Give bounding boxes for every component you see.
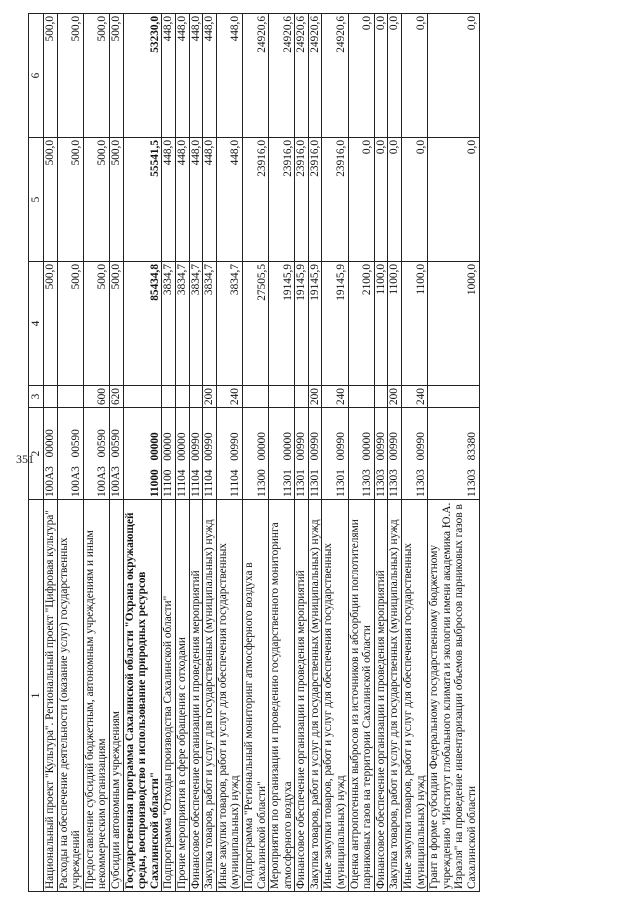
row-name: Закупка товаров, работ и услуг для государственных (муниципальных) нужд bbox=[203, 500, 217, 892]
row-value-col4: 19145,9 bbox=[269, 262, 295, 386]
row-name: Предоставление субсидий бюджетным, автономным учреждениям и иным некоммерческим организациям bbox=[83, 500, 109, 892]
table-row bbox=[428, 14, 479, 892]
table-row bbox=[216, 14, 242, 892]
row-code: 11301 00000 bbox=[269, 408, 295, 500]
table-row bbox=[175, 14, 189, 892]
row-code: 11104 00990 bbox=[189, 408, 203, 500]
row-value-col5: 500,0 bbox=[83, 138, 109, 262]
table-row bbox=[269, 14, 295, 892]
row-code: 11301 00990 bbox=[295, 408, 309, 500]
row-name: Государственная программа Сахалинской области "Охрана окружающей среды, воспроизводство и использование природных ресурсов Сахалинской области" bbox=[123, 500, 162, 892]
table-row bbox=[242, 14, 268, 892]
row-value-col4: 1100,0 bbox=[402, 262, 428, 386]
row-name: Оценка антропогенных выбросов из источников и абсорбции поглотителями парниковых газов на территории Сахалинской области bbox=[348, 500, 374, 892]
row-value-col4: 85434,8 bbox=[123, 262, 162, 386]
row-value-col6: 0,0 bbox=[428, 14, 479, 138]
row-value-col5: 23916,0 bbox=[242, 138, 268, 262]
table-row bbox=[109, 14, 123, 892]
row-value-col6: 448,0 bbox=[175, 14, 189, 138]
table-body bbox=[44, 14, 480, 892]
row-name: Финансовое обеспечение организации и проведения мероприятий bbox=[295, 500, 309, 892]
row-expense-type: 600 bbox=[83, 386, 109, 408]
row-code: 11104 00000 bbox=[175, 408, 189, 500]
row-code: 11104 00990 bbox=[203, 408, 217, 500]
row-value-col6: 500,0 bbox=[109, 14, 123, 138]
row-expense-type bbox=[123, 386, 162, 408]
row-value-col5: 0,0 bbox=[348, 138, 374, 262]
row-code: 11303 00990 bbox=[374, 408, 388, 500]
row-expense-type: 620 bbox=[109, 386, 123, 408]
row-value-col4: 1000,0 bbox=[428, 262, 479, 386]
budget-table bbox=[28, 13, 480, 892]
row-expense-type bbox=[175, 386, 189, 408]
header-row bbox=[29, 14, 44, 892]
row-value-col5: 23916,0 bbox=[308, 138, 322, 262]
table-row bbox=[348, 14, 374, 892]
row-value-col6: 500,0 bbox=[44, 14, 58, 138]
row-name: Закупка товаров, работ и услуг для государственных (муниципальных) нужд bbox=[388, 500, 402, 892]
row-value-col4: 500,0 bbox=[57, 262, 83, 386]
row-value-col6: 24920,6 bbox=[242, 14, 268, 138]
header-col-3: 3 bbox=[29, 386, 44, 408]
row-expense-type bbox=[348, 386, 374, 408]
header-col-6: 6 bbox=[29, 14, 44, 138]
row-expense-type bbox=[44, 386, 58, 408]
row-code: 11303 00000 bbox=[348, 408, 374, 500]
header-col-1: 1 bbox=[29, 500, 44, 892]
row-name: Закупка товаров, работ и услуг для государственных (муниципальных) нужд bbox=[308, 500, 322, 892]
row-value-col5: 0,0 bbox=[428, 138, 479, 262]
row-value-col4: 3834,7 bbox=[203, 262, 217, 386]
row-value-col6: 448,0 bbox=[216, 14, 242, 138]
row-value-col4: 3834,7 bbox=[162, 262, 176, 386]
row-value-col5: 23916,0 bbox=[269, 138, 295, 262]
row-code: 100А3 00590 bbox=[83, 408, 109, 500]
row-name: Иные закупки товаров, работ и услуг для обеспечения государственных (муниципальных) нужд bbox=[322, 500, 348, 892]
header-col-4: 4 bbox=[29, 262, 44, 386]
row-name: Иные закупки товаров, работ и услуг для обеспечения государственных (муниципальных) нужд bbox=[402, 500, 428, 892]
row-value-col4: 3834,7 bbox=[216, 262, 242, 386]
table-row bbox=[189, 14, 203, 892]
row-value-col4: 500,0 bbox=[83, 262, 109, 386]
row-code: 100А3 00000 bbox=[44, 408, 58, 500]
row-value-col6: 500,0 bbox=[83, 14, 109, 138]
table-row bbox=[44, 14, 58, 892]
table-row bbox=[162, 14, 176, 892]
row-value-col5: 500,0 bbox=[57, 138, 83, 262]
table-row bbox=[402, 14, 428, 892]
row-value-col6: 448,0 bbox=[189, 14, 203, 138]
row-value-col4: 1100,0 bbox=[388, 262, 402, 386]
table-row bbox=[123, 14, 162, 892]
row-expense-type: 240 bbox=[402, 386, 428, 408]
row-code: 11301 00990 bbox=[308, 408, 322, 500]
row-value-col5: 55541,5 bbox=[123, 138, 162, 262]
row-value-col4: 2100,0 bbox=[348, 262, 374, 386]
row-value-col6: 24920,6 bbox=[308, 14, 322, 138]
row-expense-type: 200 bbox=[203, 386, 217, 408]
header-col-5: 5 bbox=[29, 138, 44, 262]
row-code: 11301 00990 bbox=[322, 408, 348, 500]
row-expense-type bbox=[57, 386, 83, 408]
row-value-col5: 500,0 bbox=[109, 138, 123, 262]
row-expense-type bbox=[242, 386, 268, 408]
row-value-col5: 500,0 bbox=[44, 138, 58, 262]
table-row bbox=[83, 14, 109, 892]
row-value-col5: 23916,0 bbox=[295, 138, 309, 262]
row-code: 11300 00000 bbox=[242, 408, 268, 500]
row-expense-type bbox=[162, 386, 176, 408]
row-value-col6: 0,0 bbox=[374, 14, 388, 138]
row-name: Прочие мероприятия в сфере обращения с отходами bbox=[175, 500, 189, 892]
row-value-col6: 24920,6 bbox=[269, 14, 295, 138]
row-name: Национальный проект "Культура". Региональный проект "Цифровая культура" bbox=[44, 500, 58, 892]
row-value-col4: 19145,9 bbox=[295, 262, 309, 386]
row-value-col5: 23916,0 bbox=[322, 138, 348, 262]
row-expense-type bbox=[189, 386, 203, 408]
row-code: 11303 00990 bbox=[388, 408, 402, 500]
row-code: 11104 00990 bbox=[216, 408, 242, 500]
row-value-col6: 500,0 bbox=[57, 14, 83, 138]
row-code: 11303 83380 bbox=[428, 408, 479, 500]
row-value-col4: 1100,0 bbox=[374, 262, 388, 386]
row-value-col4: 19145,9 bbox=[322, 262, 348, 386]
row-expense-type bbox=[295, 386, 309, 408]
row-expense-type: 240 bbox=[216, 386, 242, 408]
row-value-col5: 448,0 bbox=[162, 138, 176, 262]
row-value-col5: 448,0 bbox=[203, 138, 217, 262]
row-name: Субсидии автономным учреждениям bbox=[109, 500, 123, 892]
row-code: 11303 00990 bbox=[402, 408, 428, 500]
row-value-col4: 500,0 bbox=[44, 262, 58, 386]
row-expense-type: 240 bbox=[322, 386, 348, 408]
row-expense-type bbox=[374, 386, 388, 408]
row-expense-type: 200 bbox=[388, 386, 402, 408]
row-expense-type: 200 bbox=[308, 386, 322, 408]
row-value-col5: 448,0 bbox=[189, 138, 203, 262]
row-value-col5: 448,0 bbox=[216, 138, 242, 262]
row-value-col4: 500,0 bbox=[109, 262, 123, 386]
row-value-col6: 448,0 bbox=[203, 14, 217, 138]
table-row bbox=[322, 14, 348, 892]
page-number: 351 bbox=[16, 452, 34, 466]
row-value-col6: 0,0 bbox=[402, 14, 428, 138]
row-value-col5: 0,0 bbox=[402, 138, 428, 262]
row-value-col6: 24920,6 bbox=[295, 14, 309, 138]
table-row bbox=[388, 14, 402, 892]
header-col-2: 2 bbox=[29, 408, 44, 500]
row-value-col4: 3834,7 bbox=[175, 262, 189, 386]
row-expense-type bbox=[269, 386, 295, 408]
row-value-col6: 24920,6 bbox=[322, 14, 348, 138]
row-code: 11000 00000 bbox=[123, 408, 162, 500]
row-name: Иные закупки товаров, работ и услуг для обеспечения государственных (муниципальных) нужд bbox=[216, 500, 242, 892]
table-row bbox=[57, 14, 83, 892]
row-name: Финансовое обеспечение организации и проведения мероприятий bbox=[374, 500, 388, 892]
row-name: Мероприятия по организации и проведению государственного мониторинга атмосферного воздуха bbox=[269, 500, 295, 892]
table-row bbox=[308, 14, 322, 892]
row-name: Финансовое обеспечение организации и проведения мероприятий bbox=[189, 500, 203, 892]
row-value-col6: 0,0 bbox=[348, 14, 374, 138]
row-value-col6: 448,0 bbox=[162, 14, 176, 138]
row-name: Подпрограмма "Отходы производства Сахалинской области" bbox=[162, 500, 176, 892]
row-value-col4: 3834,7 bbox=[189, 262, 203, 386]
row-expense-type bbox=[428, 386, 479, 408]
row-value-col5: 0,0 bbox=[388, 138, 402, 262]
row-value-col6: 53230,0 bbox=[123, 14, 162, 138]
row-code: 100А3 00590 bbox=[109, 408, 123, 500]
row-value-col4: 19145,9 bbox=[308, 262, 322, 386]
rotated-table-container bbox=[28, 14, 628, 892]
row-code: 100А3 00590 bbox=[57, 408, 83, 500]
row-name: Подпрограмма "Региональный мониторинг атмосферного воздуха в Сахалинской области" bbox=[242, 500, 268, 892]
row-name: Расходы на обеспечение деятельности (оказание услуг) государственных учреждений bbox=[57, 500, 83, 892]
table-row bbox=[295, 14, 309, 892]
row-value-col4: 27505,5 bbox=[242, 262, 268, 386]
row-name: Грант в форме субсидии Федеральному государственному бюджетному учреждению "Институт глобального климата и экологии имени академика Ю.А. Израэля" на проведение инвентаризации объемов выбросов парниковых газов в Сахалинской области bbox=[428, 500, 479, 892]
row-code: 11100 00000 bbox=[162, 408, 176, 500]
row-value-col5: 448,0 bbox=[175, 138, 189, 262]
row-value-col5: 0,0 bbox=[374, 138, 388, 262]
row-value-col6: 0,0 bbox=[388, 14, 402, 138]
table-row bbox=[203, 14, 217, 892]
table-row bbox=[374, 14, 388, 892]
